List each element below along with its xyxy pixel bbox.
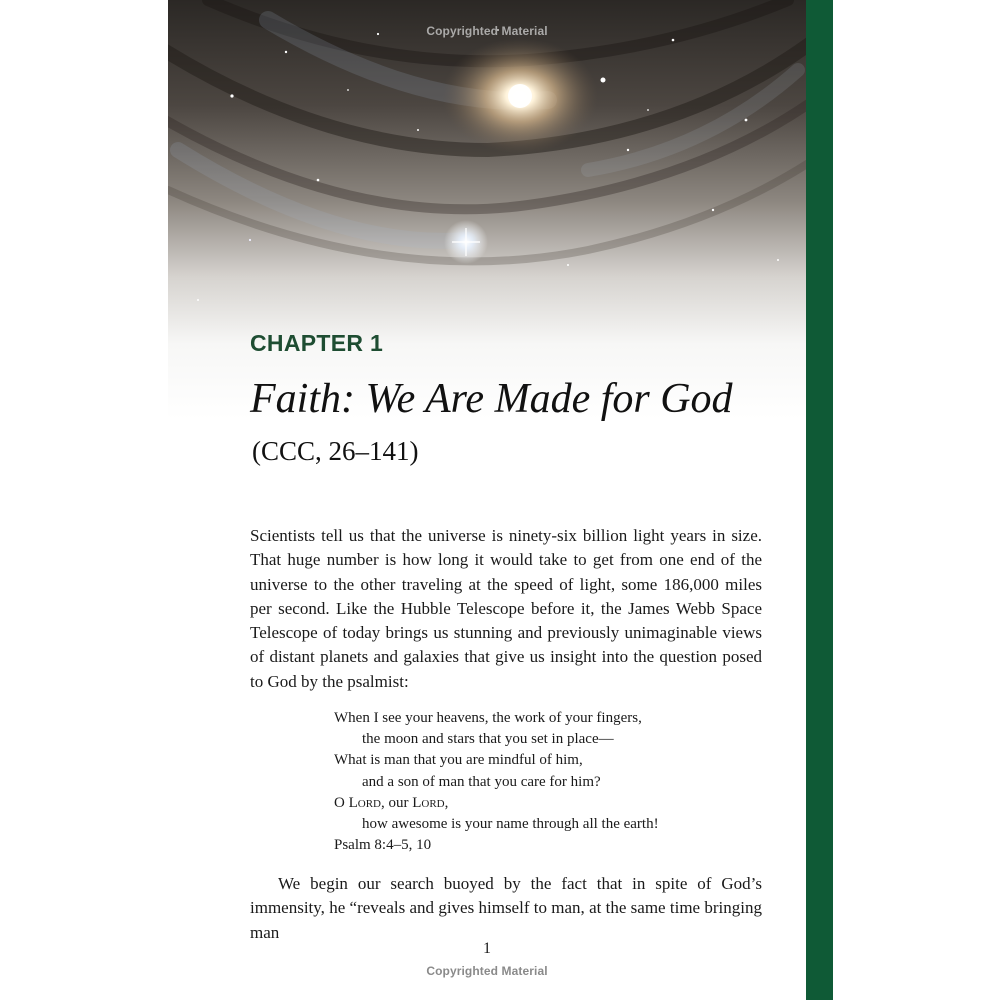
psalm-text: , [444,794,449,811]
psalm-quotation [334,708,659,856]
psalm-line: the moon and stars that you set in place— [362,731,614,748]
psalm-citation: Psalm 8:4–5, 10 [334,837,432,854]
side-color-band [806,0,833,1000]
psalm-line: When I see your heavens, the work of your fingers, [334,710,642,726]
small-caps-lord: Lord [412,794,445,811]
chapter-reference: (CCC, 26–141) [252,436,419,466]
body-paragraph: Scientists tell us that the universe is ninety-six billion light years in size. That huge number is how long it would take to get from one end of the universe to the other traveling at the speed of light, some 186,000 miles per second. Like the Hubble Telescope before it, the James Webb Space Telescope of today brings us stunning and previously unimaginable views of distant planets and galaxies that give us insight into the question posed to God by the psalmist: [250,526,762,691]
chapter-title: Faith: We Are Made for God [250,376,733,422]
psalm-line: and a son of man that you care for him? [362,773,601,790]
chapter-label: CHAPTER 1 [250,330,384,356]
body-paragraph: We begin our search buoyed by the fact that in spite of God’s immensity, he “reveals and gives himself to man, at the same time bringing man [250,874,762,942]
psalm-text: O [334,794,349,811]
book-page [168,0,806,1000]
psalm-line: how awesome is your name through all the earth! [362,816,659,833]
galaxy-header-image [168,0,806,420]
copyright-watermark-top: Copyrighted Material [426,24,548,38]
psalm-line: What is man that you are mindful of him, [334,752,583,769]
psalm-text: , our [380,794,413,811]
page-number: 1 [483,940,491,957]
copyright-watermark-bottom: Copyrighted Material [426,964,548,978]
small-caps-lord: Lord [348,794,381,811]
psalm-line [334,793,659,814]
